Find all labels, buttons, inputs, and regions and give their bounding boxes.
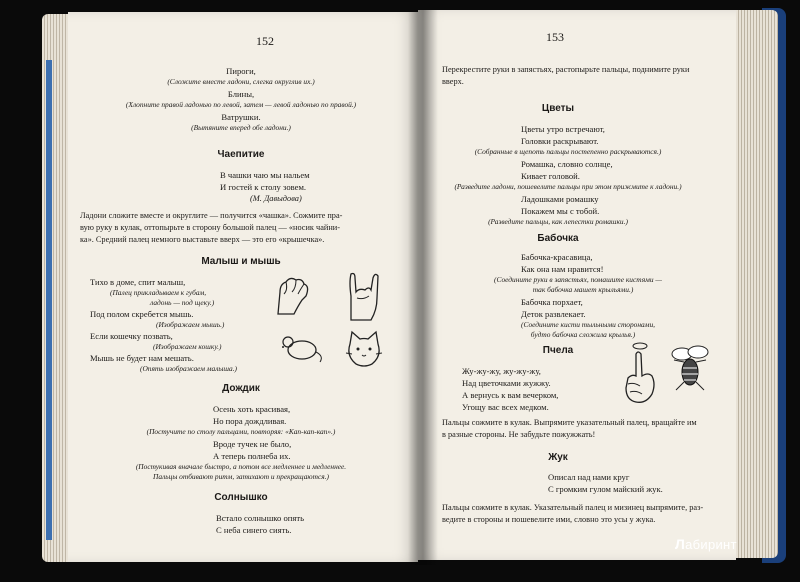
instruction-line: (Сложите вместе ладони, слегка округлив их.) [167,77,315,86]
left-page [68,12,418,562]
section-title: Цветы [541,103,575,114]
verse-line: Ватрушки. [221,112,261,122]
verse-line: Мышь не будет нам мешать. [90,353,194,363]
verse-line: Под полом скребется мышь. [90,309,194,319]
rock-hand-icon [343,270,383,324]
bookmark-ribbon [46,60,52,540]
verse-line: Вроде тучек не было, [213,439,292,449]
verse-line: Над цветочками жужжу. [462,378,551,388]
verse-line: Как она нам нравится! [521,264,604,274]
cat-icon [344,330,384,370]
instruction-line: Пальцы отбивают ритм, затихают и прекращаются.) [153,472,329,481]
section-title: Малыш и мышь [201,256,281,267]
instruction-line: (Вытяните вперед обе ладони.) [191,123,291,132]
instruction-text: Пальцы сожмите в кулак. Указательный палец и мизинец выпрямите, раз- [442,503,704,512]
verse-line: Ладошками ромашку [521,194,599,204]
verse-line: Кивает головой. [521,171,580,181]
instruction-line: (Разведите ладони, пошевелите пальцы при этом прижмите к ладони.) [454,182,682,191]
bee-icon [666,340,714,396]
verse-line: Описал над нами круг [548,472,630,482]
page-stack-right [730,10,778,558]
verse-line: Тихо в доме, спит малыш, [90,277,186,287]
instruction-line: (Собранные в щепоть пальцы постепенно раскрываются.) [474,147,662,156]
verse-line: Бабочка-красавица, [521,252,593,262]
section-title: Пчела [542,345,574,356]
verse-line: Встало солнышко опять [216,513,305,523]
section-title: Жук [548,452,568,463]
instruction-line: (Постукивая вначале быстро, а потом все медленнее и медленнее. [135,462,347,471]
verse-line: Бабочка порхает, [521,297,583,307]
section-title: Дождик [222,383,260,394]
instruction-line: будто бабочка сложила крылья.) [530,330,636,339]
instruction-text: в разные стороны. Не забудьте пожужжать! [442,430,596,439]
instruction-line: (Опять изображаем малыша.) [140,364,238,373]
instruction-line: (Постучите по столу пальцами, повторяя: «Кап-кап-кап».) [146,427,336,436]
mouse-icon [274,330,326,364]
author-line: (М. Давыдова) [250,194,302,203]
instruction-text: ведите в стороны и пошевелите ими, словно это усы у жука. [442,515,656,524]
verse-line: Но пора дождливая. [213,416,287,426]
pointing-finger-icon [618,340,662,406]
instruction-line: так бабочка машет крыльями.) [532,285,634,294]
section-title: Бабочка [537,233,579,244]
instruction-line: (Соедините кисти тыльными сторонами, [521,320,655,329]
instruction-line: ладонь — под щеку.) [150,298,215,307]
section-title: Чаепитие [217,149,265,160]
instruction-line: (Разведите пальцы, как лепестки ромашки.) [488,217,628,226]
verse-line: А вернусь к вам вечерком, [462,390,559,400]
instruction-line: (Изображаем мышь.) [156,320,225,329]
instruction-line: (Хлопните правой ладонью по левой, затем — левой ладонью по правой.) [125,100,357,109]
instruction-text: Ладони сложите вместе и округлите — получится «чашка». Сожмите пра- [80,211,343,220]
fist-hand-icon [268,270,316,320]
verse-line: Деток развлекает. [521,309,586,319]
verse-line: Осень хоть красивая, [213,404,291,414]
instruction-text: ка». Средний палец немного выставьте вверх — это его «крышечка». [80,235,325,244]
page-number: 153 [546,30,564,44]
verse-line: И гостей к столу зовем. [220,182,307,192]
verse-line: С неба синего сиять. [216,525,292,535]
watermark-text: абиринт [685,537,737,552]
verse-line: Покажем мы с тобой. [521,206,600,216]
verse-line: А теперь полнеба их. [213,451,291,461]
verse-line: С громким гулом майский жук. [548,484,663,494]
watermark [675,536,737,552]
instruction-line: (Соедините руки в запястьях, помашите кистями — [494,275,662,284]
verse-line: Угощу вас всех медком. [462,402,549,412]
page-number: 152 [256,34,274,48]
book-spine-shadow [408,10,438,565]
instruction-line: (Палец прикладываем к губам, [110,288,207,297]
verse-line: Головки раскрывают. [521,136,599,146]
verse-line: Ромашка, словно солнце, [521,159,613,169]
verse-line: В чашки чаю мы нальем [220,170,310,180]
instruction-line: (Изображаем кошку.) [153,342,222,351]
verse-line: Цветы утро встречают, [521,124,605,134]
verse-line: Пироги, [226,66,256,76]
verse-line: Блины, [227,89,255,99]
labirint-logo-icon: Л [675,536,686,552]
verse-line: Если кошечку позвать, [90,331,173,341]
instruction-text: Пальцы сожмите в кулак. Выпрямите указательный палец, вращайте им [442,418,697,427]
instruction-text: вую руку в кулак, оттопырьте в сторону большой палец — «носик чайни- [80,223,340,232]
section-title: Солнышко [214,492,268,503]
right-page [418,10,736,560]
instruction-text: вверх. [442,77,464,86]
instruction-text: Перекрестите руки в запястьях, растопырьте пальцы, поднимите руки [442,65,690,74]
verse-line: Жу-жу-жу, жу-жу-жу, [462,366,541,376]
